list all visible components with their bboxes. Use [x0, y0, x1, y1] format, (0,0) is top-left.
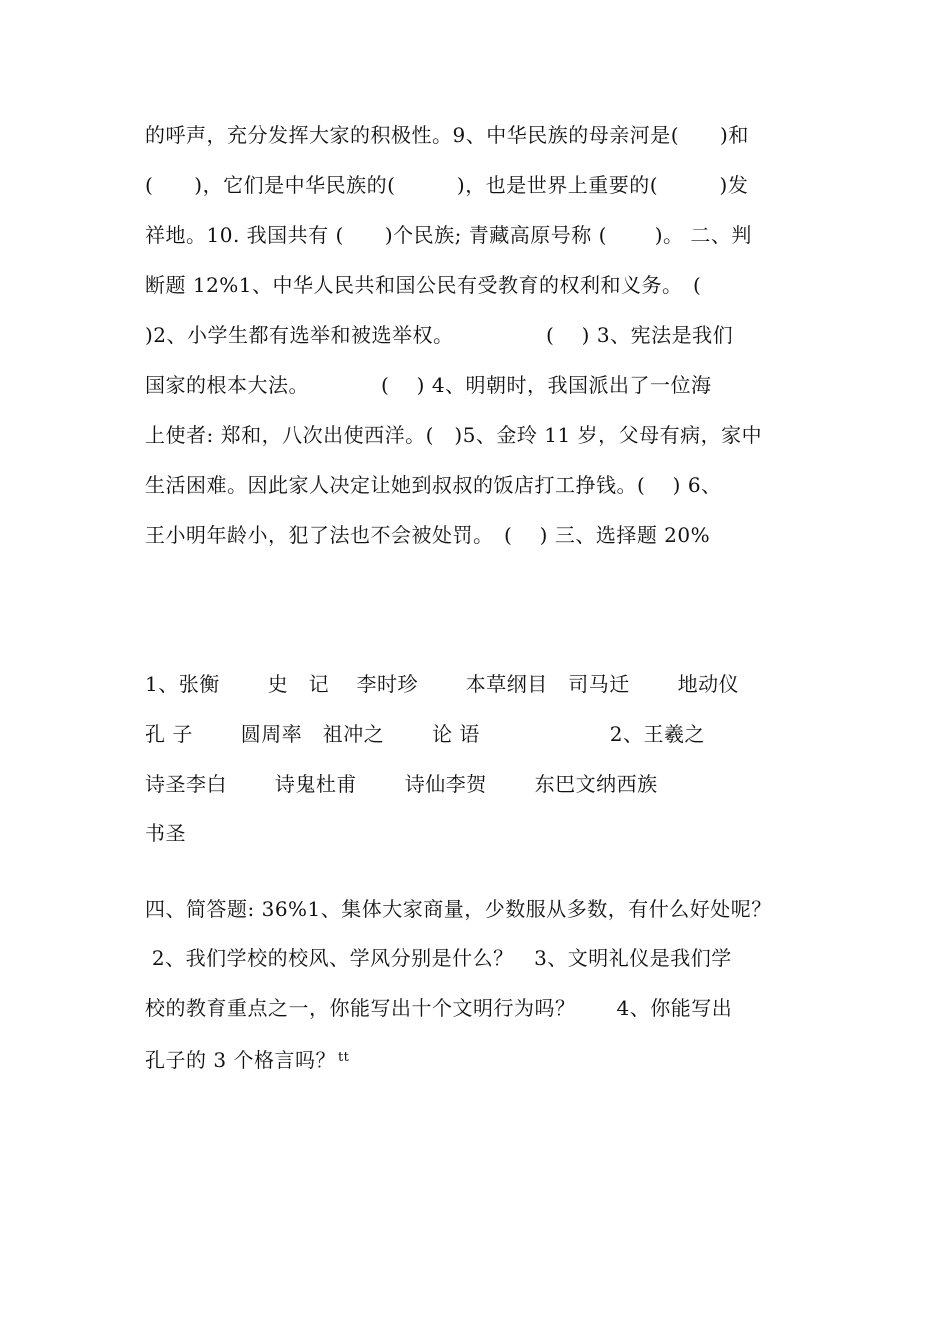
trailing-mark: tt: [337, 1050, 350, 1065]
text-line-11: 孔 子 圆周率 祖冲之 论 语 2、王羲之: [145, 722, 706, 746]
text-line-9: 王小明年龄小，犯了法也不会被处罚。 ( ) 三、选择题 20%: [145, 523, 711, 547]
text-line-16: 校的教育重点之一，你能写出十个文明行为吗？ 4、你能写出: [145, 996, 733, 1020]
text-line-4: 断题 12%1、中华人民共和国公民有受教育的权利和义务。 (: [145, 273, 702, 297]
text-line-8: 生活困难。因此家人决定让她到叔叔的饭店打工挣钱。( ) 6、: [145, 473, 722, 497]
text-line-5: )2、小学生都有选举和被选举权。 ( ) 3、宪法是我们: [145, 323, 734, 347]
text-line-3: 祥地。10. 我国共有 ( )个民族; 青藏高原号称 ( )。 二、判: [145, 223, 752, 247]
text-line-2: ( )，它们是中华民族的( )，也是世界上重要的( )发: [145, 173, 749, 197]
text-line-6: 国家的根本大法。 ( ) 4、明朝时，我国派出了一位海: [145, 373, 712, 397]
text-line-1: 的呼声，充分发挥大家的积极性。9、中华民族的母亲河是( )和: [145, 123, 749, 147]
text-line-13: 书圣: [145, 821, 186, 845]
text-line-10: 1、张衡 史 记 李时珍 本草纲目 司马迁 地动仪: [145, 672, 740, 696]
text-line-7: 上使者: 郑和，八次出使西洋。( )5、金玲 11 岁，父母有病，家中: [145, 423, 763, 447]
text-line-15: 2、我们学校的校风、学风分别是什么？ 3、文明礼仪是我们学: [145, 946, 732, 970]
text-line-14: 四、简答题: 36%1、集体大家商量，少数服从多数，有什么好处呢？: [145, 897, 772, 921]
text-line-17-content: 孔子的 3 个格言吗？: [145, 1048, 336, 1072]
text-line-12: 诗圣李白 诗鬼杜甫 诗仙李贺 东巴文纳西族: [145, 772, 658, 796]
text-line-17: [145, 1044, 349, 1072]
